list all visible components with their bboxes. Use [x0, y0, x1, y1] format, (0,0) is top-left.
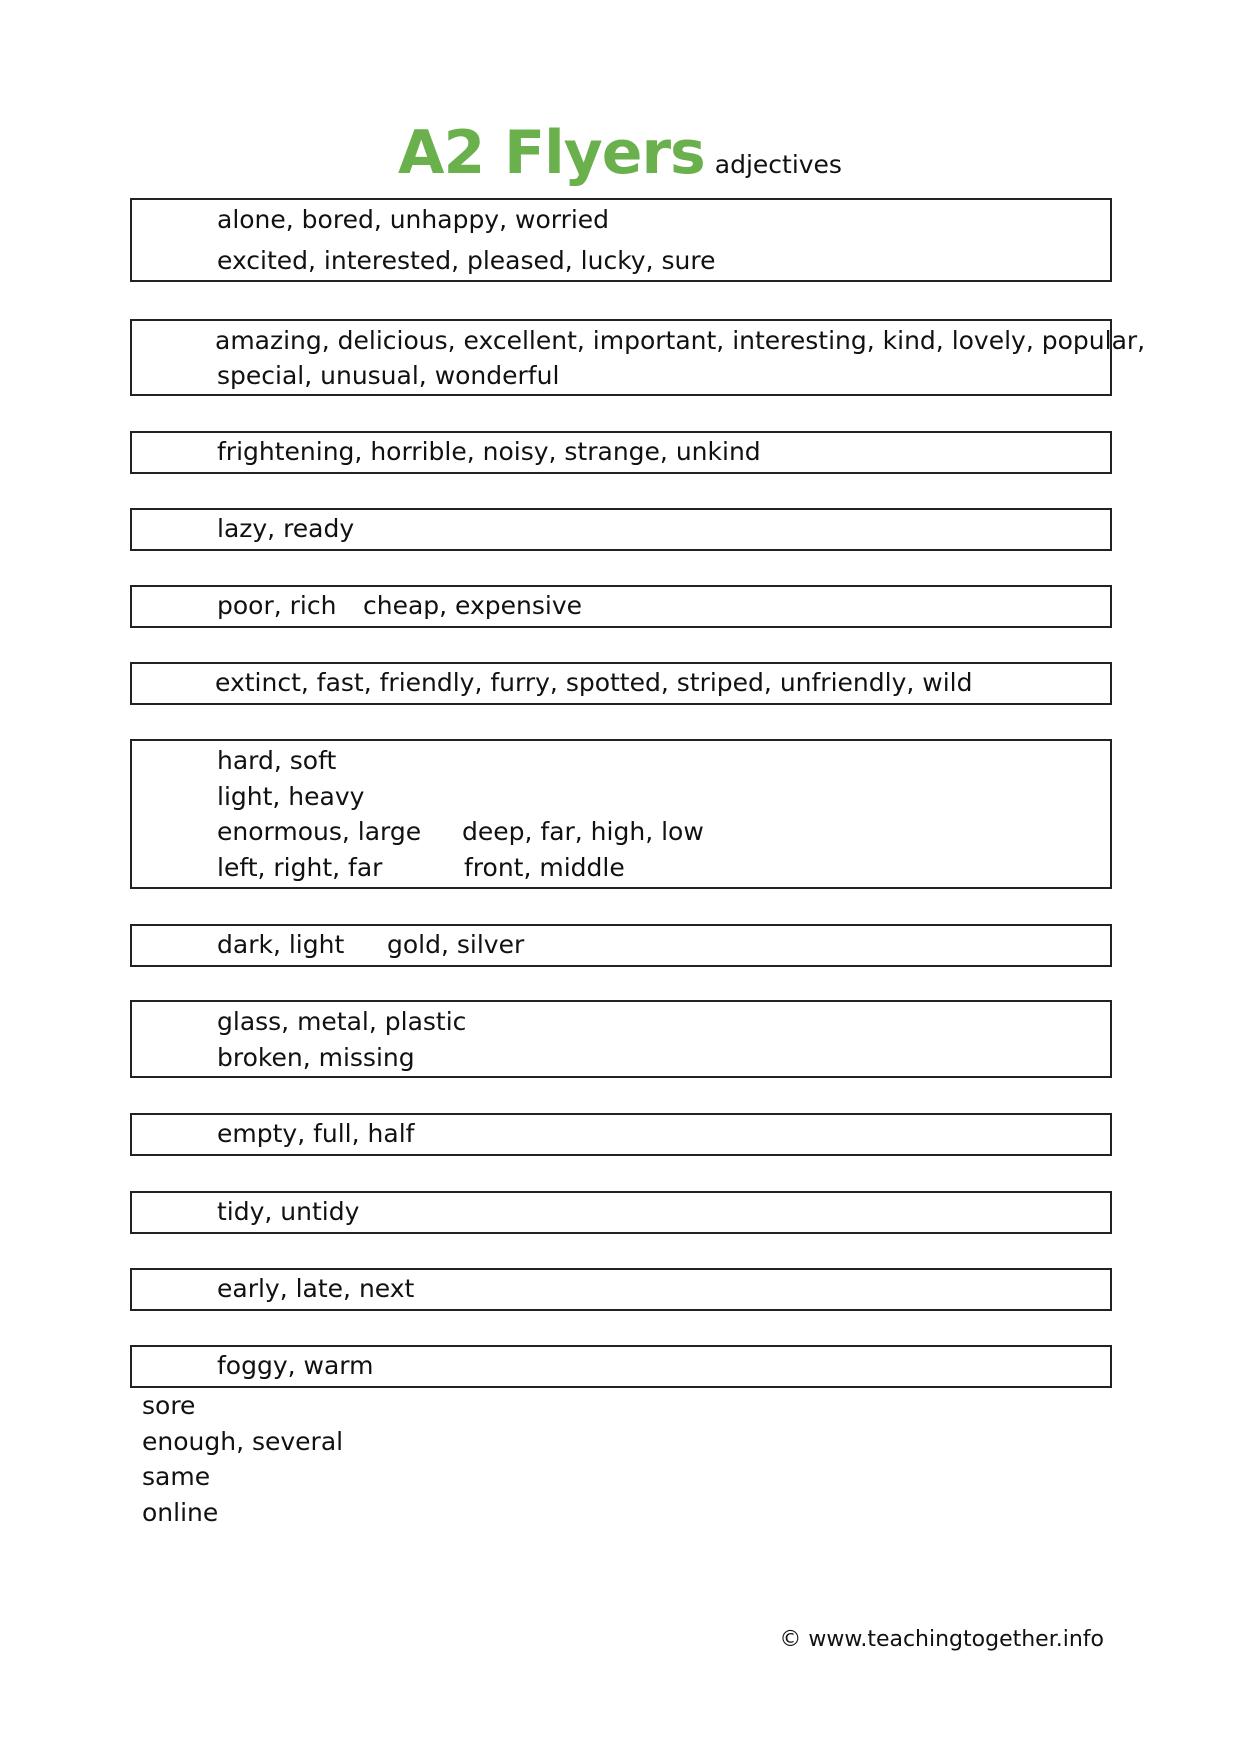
word-group-box: [130, 508, 1112, 551]
word-line: glass, metal, plastic: [217, 1007, 467, 1036]
word-line: cheap, expensive: [363, 591, 583, 620]
word-line: lazy, ready: [217, 514, 355, 543]
loose-word: online: [142, 1498, 219, 1527]
word-group-box: [130, 1345, 1112, 1388]
word-line: special, unusual, wonderful: [217, 361, 560, 390]
copyright-footer: © www.teachingtogether.info: [779, 1627, 1104, 1652]
word-line: broken, missing: [217, 1043, 415, 1072]
page-title: [0, 118, 1240, 188]
word-line: empty, full, half: [217, 1119, 415, 1148]
word-group-box: [130, 1000, 1112, 1078]
word-group-box: [130, 1268, 1112, 1311]
word-line: extinct, fast, friendly, furry, spotted, striped, unfriendly, wild: [215, 668, 973, 697]
word-line: excited, interested, pleased, lucky, sure: [217, 246, 716, 275]
word-line: amazing, delicious, excellent, important, interesting, kind, lovely, popular,: [215, 326, 1146, 355]
word-group-box: [130, 662, 1112, 705]
title-subtitle: adjectives: [714, 150, 842, 179]
loose-word: enough, several: [142, 1427, 344, 1456]
word-group-box: [130, 431, 1112, 474]
word-line: frightening, horrible, noisy, strange, unkind: [217, 437, 761, 466]
word-line: tidy, untidy: [217, 1197, 360, 1226]
word-line: deep, far, high, low: [462, 817, 704, 846]
word-line: dark, light: [217, 930, 345, 959]
loose-word: sore: [142, 1391, 196, 1420]
word-line: poor, rich: [217, 591, 337, 620]
word-line: foggy, warm: [217, 1351, 374, 1380]
word-line: enormous, large: [217, 817, 422, 846]
word-line: light, heavy: [217, 782, 365, 811]
word-group-box: [130, 739, 1112, 889]
title-main: A2 Flyers: [398, 118, 705, 188]
word-line: alone, bored, unhappy, worried: [217, 205, 610, 234]
word-group-box: [130, 585, 1112, 628]
word-group-box: [130, 1113, 1112, 1156]
word-group-box: [130, 1191, 1112, 1234]
word-line: early, late, next: [217, 1274, 415, 1303]
word-group-box: [130, 924, 1112, 967]
loose-word: same: [142, 1462, 211, 1491]
word-line: hard, soft: [217, 746, 337, 775]
word-line: gold, silver: [387, 930, 525, 959]
word-line: left, right, far: [217, 853, 383, 882]
word-group-box: [130, 198, 1112, 282]
word-line: front, middle: [464, 853, 625, 882]
word-group-box: [130, 319, 1146, 396]
